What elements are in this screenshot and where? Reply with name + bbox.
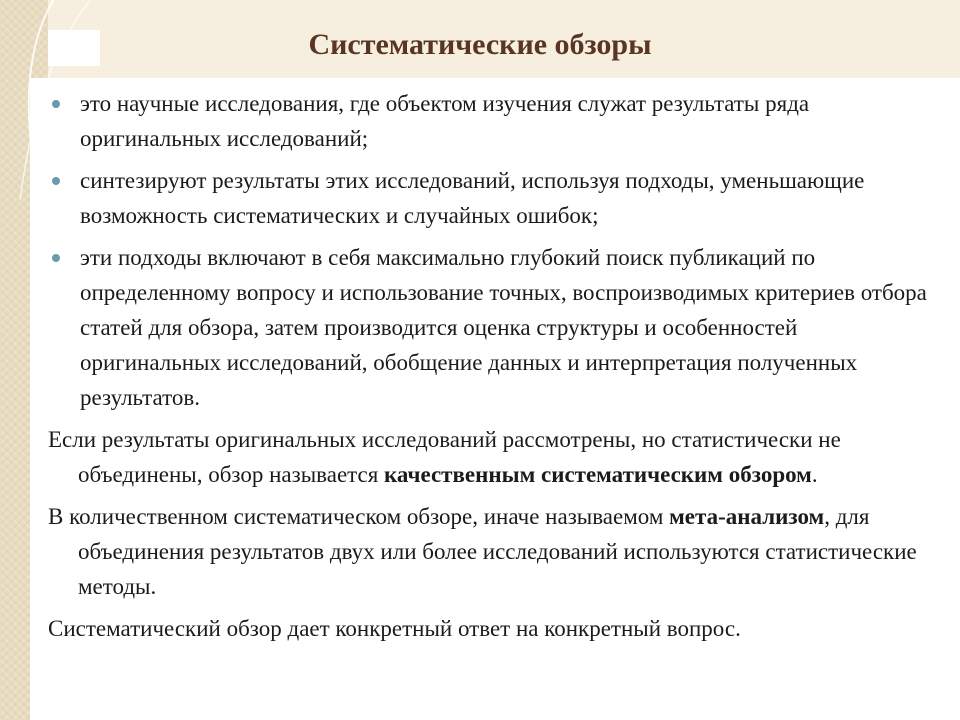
- paragraph-conclusion: Систематический обзор дает конкретный ответ на конкретный вопрос.: [48, 616, 741, 641]
- bullet-dot-icon: [52, 254, 60, 262]
- bullet-text: это научные исследования, где объектом изучения служат результаты ряда оригинальных исследований;: [80, 91, 810, 151]
- slide-title: Систематические обзоры: [308, 28, 652, 61]
- bullet-item: [48, 86, 944, 156]
- para-end: , для объединения результатов двух или более исследований используются статистические методы.: [78, 504, 917, 599]
- para-end: .: [811, 462, 818, 487]
- bullet-text: синтезируют результаты этих исследований, используя подходы, уменьшающие возможность систематических и случайных ошибок;: [80, 168, 865, 228]
- para-text: Если результаты оригинальных исследований рассмотрены, но статистически не объединены, обзор называется: [48, 427, 841, 487]
- paragraph-meta-analysis: [48, 499, 944, 604]
- bullet-item: [48, 163, 944, 233]
- paragraph-qualitative: [48, 422, 944, 492]
- slide-body: [48, 86, 944, 653]
- bullet-item: [48, 240, 944, 415]
- term-meta-analysis: мета-анализом: [669, 504, 825, 529]
- term-qualitative-review: качественным систематическим обзором: [384, 462, 812, 487]
- bullet-dot-icon: [52, 100, 60, 108]
- bullet-text: эти подходы включают в себя максимально глубокий поиск публикаций по определенному вопросу и использование точных, воспроизводимых критериев отбора статей для обзора, затем производится оценка структуры и особенностей оригинальных исследований, обобщение данных и интерпретация полученных результатов.: [80, 245, 927, 410]
- bullet-dot-icon: [52, 177, 60, 185]
- para-text: В количественном систематическом обзоре, иначе называемом: [48, 504, 670, 529]
